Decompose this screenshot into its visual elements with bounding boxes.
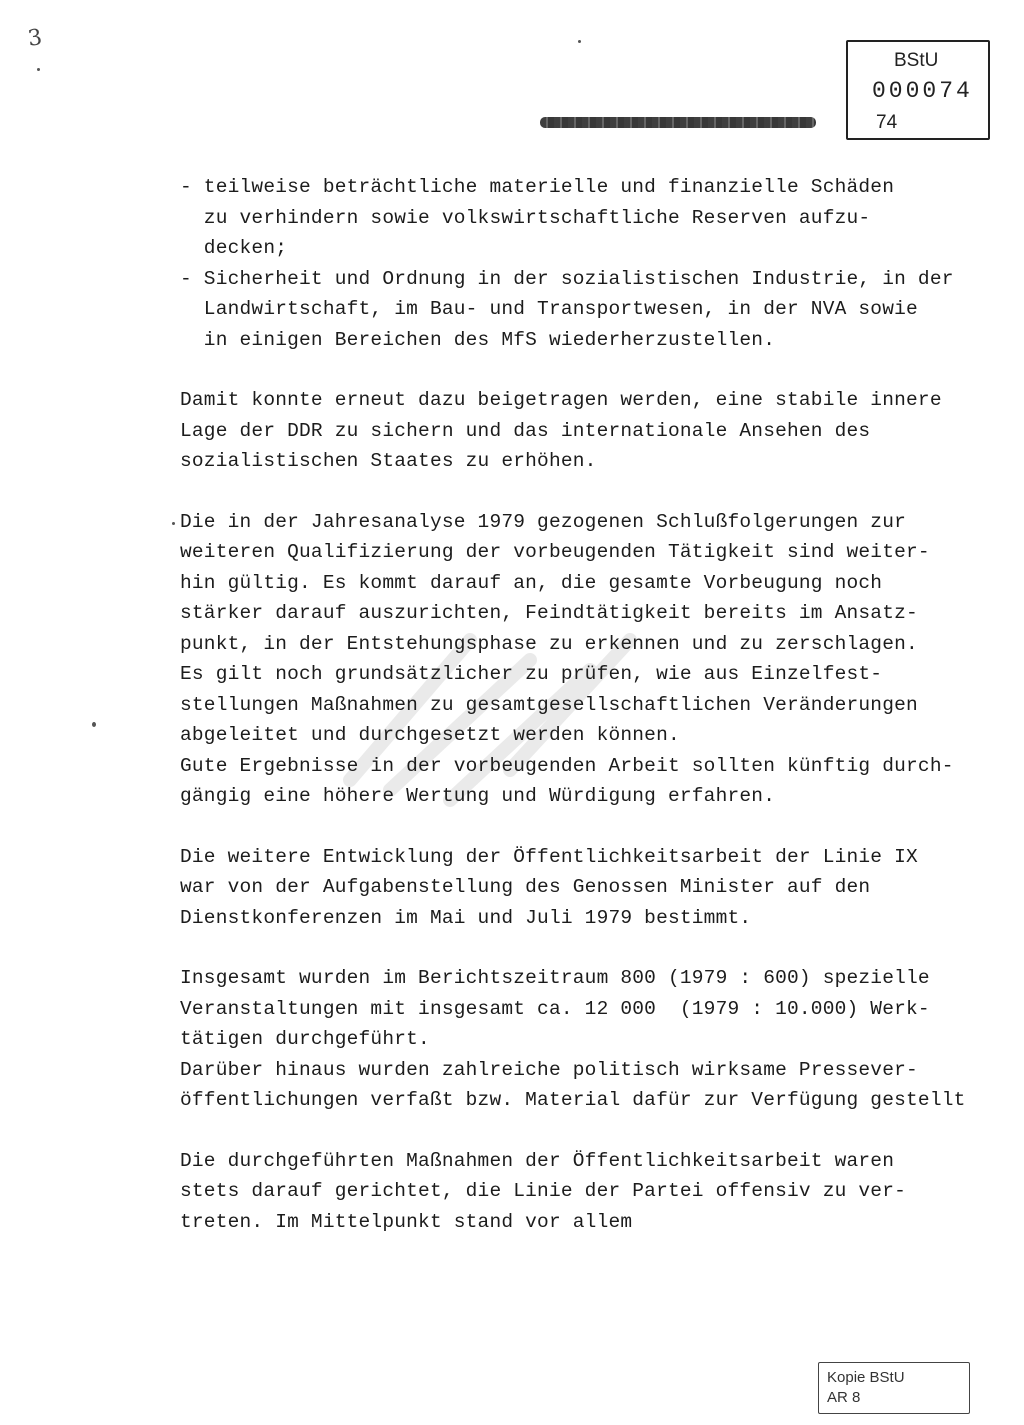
text-line: Darüber hinaus wurden zahlreiche politisch wirksame Pressever- [180, 1058, 918, 1081]
text-line: stets darauf gerichtet, die Linie der Partei offensiv zu ver- [180, 1180, 907, 1202]
copy-stamp [818, 1362, 970, 1414]
paragraph-break [180, 355, 980, 385]
text-line: hin gültig. Es kommt darauf an, die gesamte Vorbeugung noch [180, 571, 883, 594]
text-line: Es gilt noch grundsätzlicher zu prüfen, wie aus Einzelfest- [180, 663, 883, 685]
text-line: Damit konnte erneut dazu beigetragen werden, eine stabile innere [180, 389, 942, 411]
margin-handwriting: 3 [26, 25, 44, 52]
text-line: Insgesamt wurden im Berichtszeitraum 800 (1979 : 600) spezielle [180, 967, 930, 989]
copy-stamp-line2: AR 8 [827, 1389, 861, 1406]
stamp-archive-number: 000074 [872, 78, 973, 104]
stamp-page-number: 74 [876, 112, 898, 133]
scan-speck [578, 40, 581, 43]
body-text [180, 172, 980, 1237]
text-line: punkt, in der Entstehungsphase zu erkennen und zu zerschlagen. [180, 632, 918, 655]
text-line: zu verhindern sowie volkswirtschaftliche Reserven aufzu- [180, 206, 871, 229]
text-line: Veranstaltungen mit insgesamt ca. 12 000 (1979 : 10.000) Werk- [180, 997, 930, 1020]
text-line: in einigen Bereichen des MfS wiederherzustellen. [180, 328, 776, 351]
text-line: tätigen durchgeführt. [180, 1028, 430, 1050]
paragraph-break [180, 812, 980, 842]
text-line: Die weitere Entwicklung der Öffentlichkeitsarbeit der Linie IX [180, 845, 918, 868]
text-line: - teilweise beträchtliche materielle und finanzielle Schäden [180, 176, 895, 198]
text-line: gängig eine höhere Wertung und Würdigung erfahren. [180, 785, 776, 807]
text-line: stellungen Maßnahmen zu gesamtgesellschaftlichen Veränderungen [180, 693, 918, 716]
paragraph-break [180, 933, 980, 963]
text-line: weiteren Qualifizierung der vorbeugenden Tätigkeit sind weiter- [180, 541, 930, 563]
text-line: Die in der Jahresanalyse 1979 gezogenen Schlußfolgerungen zur [180, 510, 907, 533]
text-line: - Sicherheit und Ordnung in der sozialistischen Industrie, in der [180, 267, 954, 290]
archive-stamp [846, 40, 990, 140]
text-line: stärker darauf auszurichten, Feindtätigkeit bereits im Ansatz- [180, 602, 918, 624]
text-line: Gute Ergebnisse in der vorbeugenden Arbeit sollten künftig durch- [180, 754, 954, 777]
paragraph-break [180, 477, 980, 507]
text-line: Die durchgeführten Maßnahmen der Öffentlichkeitsarbeit waren [180, 1149, 895, 1172]
text-line: sozialistischen Staates zu erhöhen. [180, 450, 597, 472]
text-line: war von der Aufgabenstellung des Genossen Minister auf den [180, 876, 871, 898]
scan-speck [92, 722, 96, 727]
text-line: öffentlichungen verfaßt bzw. Material dafür zur Verfügung gestellt [180, 1089, 966, 1111]
scan-speck [172, 522, 175, 525]
text-line: abgeleitet und durchgesetzt werden können. [180, 724, 680, 746]
text-line: Lage der DDR zu sichern und das internationale Ansehen des [180, 419, 871, 442]
redaction-bar [540, 117, 816, 128]
text-line: Landwirtschaft, im Bau- und Transportwesen, in der NVA sowie [180, 298, 918, 320]
text-line: Dienstkonferenzen im Mai und Juli 1979 bestimmt. [180, 906, 752, 929]
copy-stamp-line1: Kopie BStU [827, 1369, 905, 1386]
paragraph-break [180, 1116, 980, 1146]
stamp-organization: BStU [894, 50, 939, 71]
scan-speck [37, 68, 40, 71]
text-line: decken; [180, 237, 288, 259]
text-line: treten. Im Mittelpunkt stand vor allem [180, 1210, 633, 1233]
